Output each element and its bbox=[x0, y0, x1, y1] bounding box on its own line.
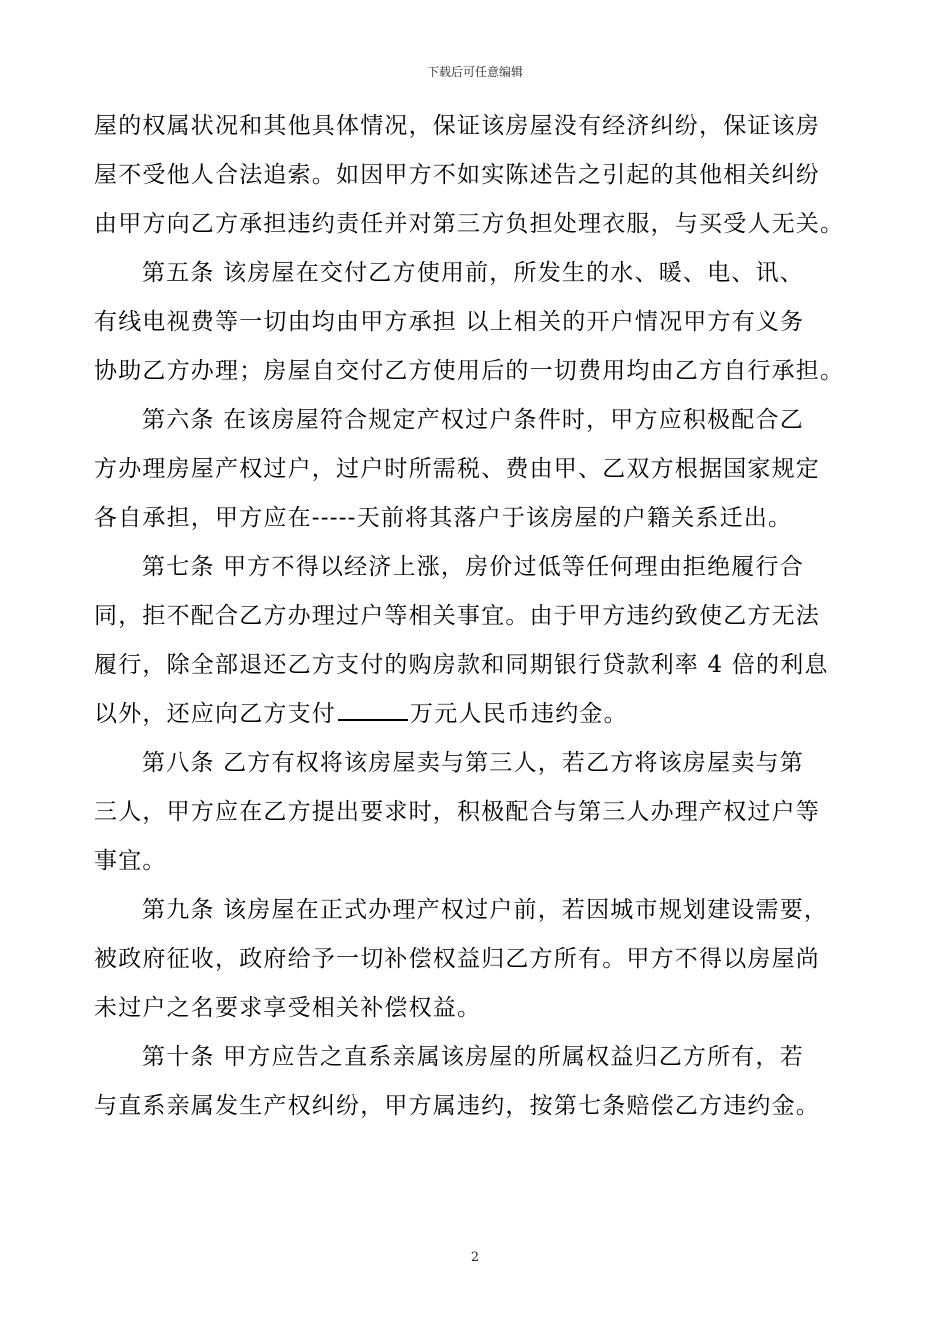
article-9-line-2: 被政府征收，政府给予一切补偿权益归乙方所有。甲方不得以房屋尚 bbox=[94, 946, 820, 972]
article-6-line-3: 各自承担，甲方应在-----天前将其落户于该房屋的户籍关系迁出。 bbox=[94, 505, 793, 531]
article-10-line-2: 与直系亲属发生产权纠纷，甲方属违约，按第七条赔偿乙方违约金。 bbox=[94, 1093, 820, 1119]
article-7-line-3: 履行，除全部退还乙方支付的购房款和同期银行贷款利率 4 倍的利息 bbox=[94, 652, 829, 678]
article-8-line-3: 事宜。 bbox=[94, 848, 167, 874]
paragraph-1-line-1: 屋的权属状况和其他具体情况，保证该房屋没有经济纠纷，保证该房 bbox=[94, 113, 820, 139]
article-5-line-1: 第五条 该房屋在交付乙方使用前，所发生的水、暖、电、讯、 bbox=[142, 260, 804, 286]
article-7-line-2: 同，拒不配合乙方办理过户等相关事宜。由于甲方违约致使乙方无法 bbox=[94, 603, 820, 629]
article-5-line-3: 协助乙方办理；房屋自交付乙方使用后的一切费用均由乙方自行承担。 bbox=[94, 358, 845, 384]
article-8-line-1: 第八条 乙方有权将该房屋卖与第三人，若乙方将该房屋卖与第 bbox=[142, 750, 804, 776]
article-7-line-1: 第七条 甲方不得以经济上涨，房价过低等任何理由拒绝履行合 bbox=[142, 554, 804, 580]
article-8-line-2: 三人，甲方应在乙方提出要求时，积极配合与第三人办理产权过户等 bbox=[94, 799, 820, 825]
article-9-line-1: 第九条 该房屋在正式办理产权过户前，若因城市规划建设需要， bbox=[142, 897, 829, 923]
page-number: 2 bbox=[470, 1250, 480, 1265]
article-5-line-2: 有线电视费等一切由均由甲方承担 以上相关的开户情况甲方有义务 bbox=[94, 309, 805, 335]
article-6-line-2: 方办理房屋产权过户，过户时所需税、费由甲、乙双方根据国家规定 bbox=[94, 456, 820, 482]
article-6-line-1: 第六条 在该房屋符合规定产权过户条件时，甲方应积极配合乙 bbox=[142, 407, 804, 433]
page-header: 下载后可任意编辑 bbox=[426, 65, 523, 79]
article-7-line-4 bbox=[94, 690, 864, 739]
article-7-line-4-before: 以外，还应向乙方支付 bbox=[94, 701, 336, 727]
paragraph-1-line-2: 屋不受他人合法追索。如因甲方不如实陈述告之引起的其他相关纠纷 bbox=[94, 162, 820, 188]
article-9-line-3: 未过户之名要求享受相关补偿权益。 bbox=[94, 995, 482, 1021]
paragraph-1-line-3: 由甲方向乙方承担违约责任并对第三方负担处理衣服，与买受人无关。 bbox=[94, 211, 845, 237]
contract-body bbox=[94, 102, 864, 1131]
article-10-line-1: 第十条 甲方应告之直系亲属该房屋的所属权益归乙方所有，若 bbox=[142, 1044, 804, 1070]
amount-blank bbox=[338, 701, 408, 721]
article-7-line-4-after: 万元人民币违约金。 bbox=[410, 701, 628, 727]
